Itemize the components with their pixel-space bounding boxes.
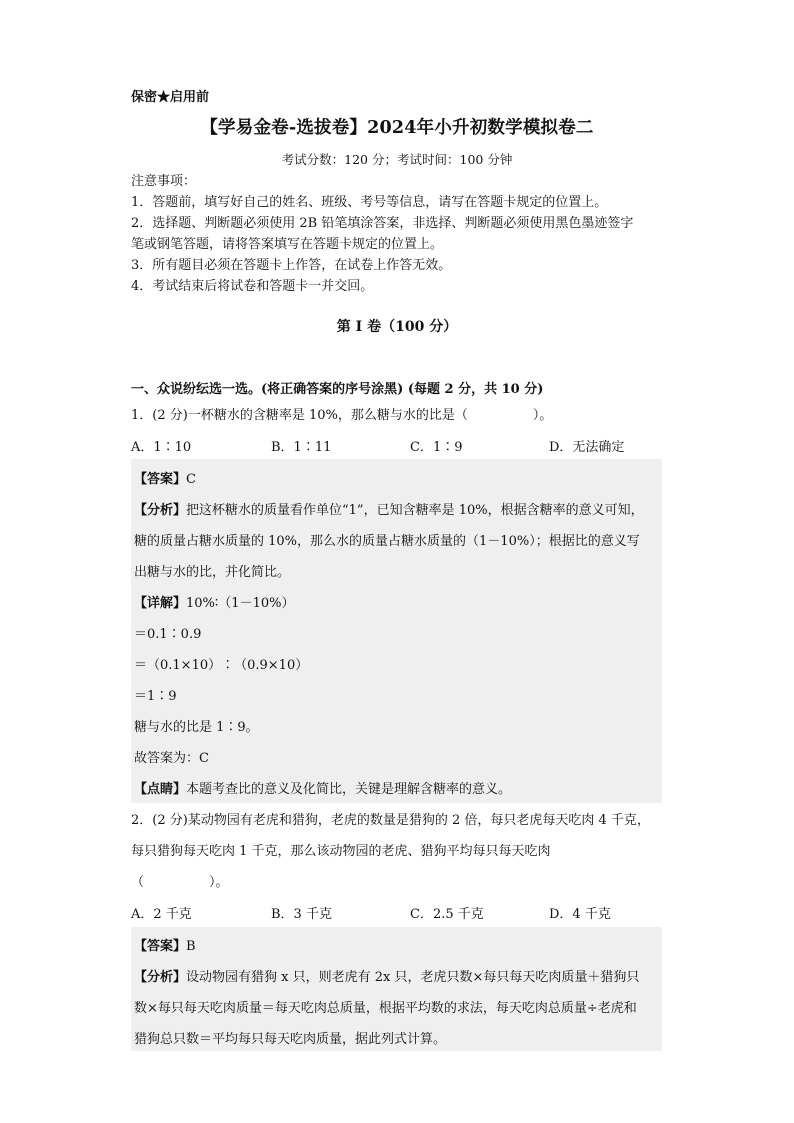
analysis-text: 猎狗总只数＝平均每只每天吃肉质量，据此列式计算。: [134, 1032, 447, 1047]
comment-line: [134, 778, 511, 797]
comment-tag: 【点睛】: [134, 782, 187, 797]
option-a: A．2 千克: [131, 907, 192, 922]
detail-text: ＝0.1∶0.9: [134, 627, 202, 642]
option-a: A．1∶10: [131, 440, 192, 455]
option-c: C．1∶9: [410, 440, 463, 455]
analysis-tag: 【分析】: [134, 970, 187, 985]
question-2-solution: [131, 927, 662, 1051]
question-1-solution: [131, 459, 662, 803]
question-2-stem: 2．(2 分)某动物园有老虎和猎狗，老虎的数量是猎狗的 2 倍，每只老虎每天吃肉 4 千克，: [131, 813, 650, 828]
notes-item: 1．答题前，填写好自己的姓名、班级、考号等信息，请写在答题卡规定的位置上。: [131, 195, 608, 210]
detail-text: 故答案为：C: [134, 751, 209, 766]
notes-item: 2．选择题、判断题必须使用 2B 铅笔填涂答案，非选择、判断题必须使用黑色墨迹签字: [131, 216, 634, 231]
detail-text: ＝1∶9: [134, 689, 177, 704]
notes-heading: 注意事项：: [131, 174, 197, 189]
detail-text: 糖与水的比是 1∶9。: [134, 720, 259, 735]
detail-line: [134, 592, 294, 611]
option-d: D．4 千克: [549, 907, 611, 922]
detail-text: 10%∶（1－10%）: [186, 596, 295, 611]
option-b: B．1∶11: [271, 440, 332, 455]
exam-title: 【学易金卷-选拔卷】2024年小升初数学模拟卷二: [200, 118, 594, 138]
comment-text: 本题考查比的意义及化简比，关键是理解含糖率的意义。: [186, 782, 512, 797]
answer-tag: 【答案】: [134, 939, 187, 954]
analysis-text: 糖的质量占糖水质量的 10%，那么水的质量占糖水质量的（1－10%）；根据比的意义写: [134, 534, 640, 549]
notes-block: [131, 171, 671, 297]
analysis-text: 出糖与水的比，并化简比。: [134, 565, 291, 580]
question-2-stem: （ ）。: [131, 875, 229, 890]
exam-meta: 考试分数：120 分；考试时间：100 分钟: [281, 152, 513, 167]
answer-tag: 【答案】: [134, 472, 187, 487]
answer-value: B: [186, 939, 196, 954]
detail-text: ＝（0.1×10）∶（0.9×10）: [134, 658, 309, 673]
notes-item: 4．考试结束后将试卷和答题卡一并交回。: [131, 279, 374, 294]
analysis-text: 数×每只每天吃肉质量＝每天吃肉总质量，根据平均数的求法，每天吃肉总质量÷老虎和: [134, 1001, 637, 1016]
question-2-stem: 每只猎狗每天吃肉 1 千克，那么该动物园的老虎、猎狗平均每只每天吃肉: [131, 844, 551, 859]
analysis-text: 把这杯糖水的质量看作单位“1”，已知含糖率是 10%，根据含糖率的意义可知，: [186, 503, 644, 518]
section-title: 第 I 卷（100 分）: [336, 319, 458, 335]
confidential-label: 保密★启用前: [131, 90, 210, 105]
option-c: C．2.5 千克: [410, 907, 484, 922]
analysis-line: [134, 966, 639, 985]
analysis-tag: 【分析】: [134, 503, 187, 518]
option-d: D．无法确定: [549, 440, 625, 455]
analysis-text: 设动物园有猎狗 x 只，则老虎有 2x 只，老虎只数×每只每天吃肉质量＋猎狗只: [186, 970, 640, 985]
notes-item: 笔或钢笔答题，请将答案填写在答题卡规定的位置上。: [131, 237, 444, 252]
part-heading: 一、众说纷纭选一选。(将正确答案的序号涂黑) (每题 2 分，共 10 分): [131, 382, 544, 397]
answer-line: [134, 935, 196, 954]
option-b: B．3 千克: [271, 907, 332, 922]
answer-value: C: [186, 472, 196, 487]
analysis-line: [134, 499, 644, 518]
notes-item: 3．所有题目必须在答题卡上作答，在试卷上作答无效。: [131, 258, 452, 273]
answer-line: [134, 468, 196, 487]
detail-tag: 【详解】: [134, 596, 187, 611]
question-1-stem: 1．(2 分)一杯糖水的含糖率是 10%，那么糖与水的比是（ ）。: [131, 408, 553, 423]
